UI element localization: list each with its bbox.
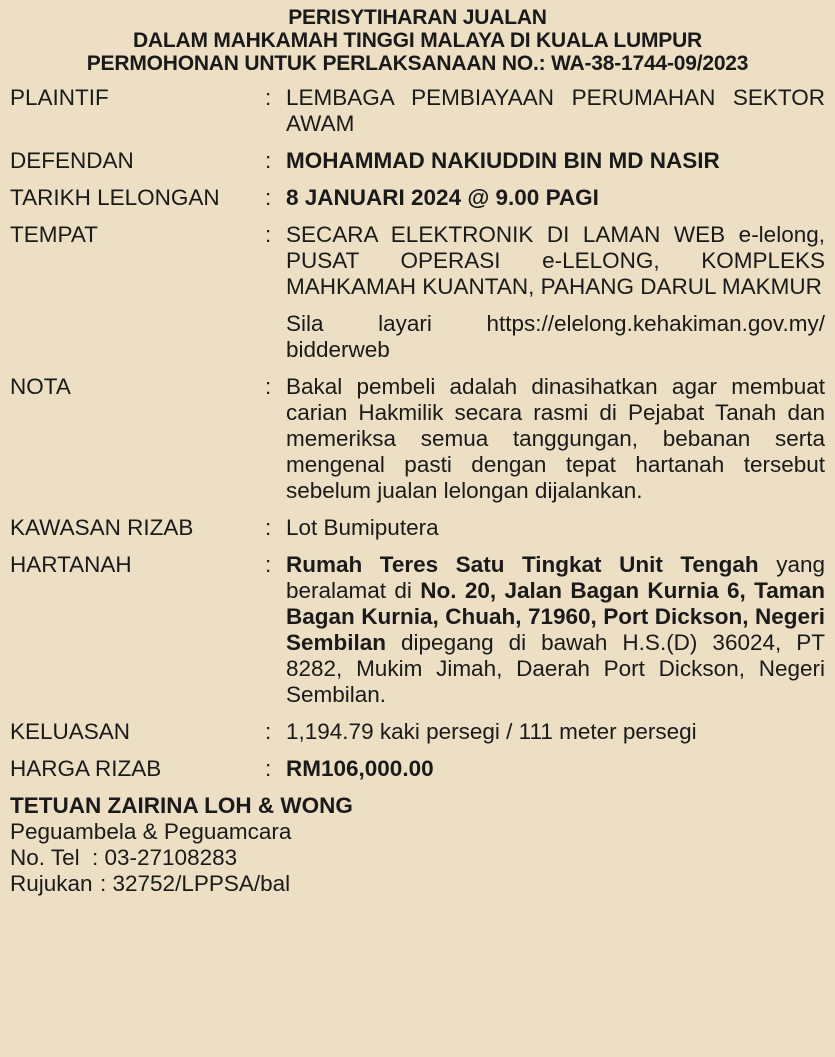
kawasan-value: Lot Bumiputera [286, 515, 439, 540]
firm-name: TETUAN ZAIRINA LOH & WONG [10, 793, 353, 818]
row-harga-rizab [10, 756, 825, 782]
reference-value: : 32752/LPPSA/bal [100, 871, 291, 896]
firm-role: Peguambela & Peguamcara [10, 819, 292, 844]
keluasan-value: 1,194.79 kaki persegi / 111 meter persegi [286, 719, 697, 744]
tarikh-value: 8 JANUARI 2024 @ 9.00 PAGI [286, 185, 599, 210]
colon: : [265, 719, 272, 744]
hartanah-address-intro: yang beralamat di [286, 552, 826, 603]
header-title: PERISYTIHARAN JUALAN [288, 6, 547, 29]
header-court: DALAM MAHKAMAH TINGGI MALAYA DI KUALA LUMPUR [132, 29, 703, 52]
phone-label: No. Tel [10, 845, 80, 870]
row-keluasan [10, 719, 825, 745]
details [10, 85, 825, 782]
phone-value: : 03-27108283 [92, 845, 238, 870]
keluasan-label: KELUASAN [10, 719, 131, 744]
row-hartanah [10, 552, 825, 708]
hartanah-label: HARTANAH [10, 552, 132, 577]
row-kawasan-rizab [10, 515, 825, 541]
harga-label: HARGA RIZAB [10, 756, 162, 781]
header [10, 6, 825, 75]
row-tarikh-lelongan [10, 185, 825, 211]
plaintif-label: PLAINTIF [10, 85, 109, 110]
colon: : [265, 222, 272, 247]
tarikh-label: TARIKH LELONGAN [10, 185, 220, 210]
tempat-url-note: Sila layari https://elelong.kehakiman.gov.my/ bidderweb [286, 311, 825, 362]
law-firm-block [10, 793, 825, 897]
hartanah-address: No. 20, Jalan Bagan Kurnia 6, Taman Bagan Kurnia, Chuah, 71960, Port Dickson, Negeri Sembilan [286, 578, 825, 655]
hartanah-title-details: dipegang di bawah H.S.(D) 36024, PT 8282, Mukim Jimah, Daerah Port Dickson, Negeri Sembilan. [286, 630, 825, 707]
nota-label: NOTA [10, 374, 71, 399]
row-defendan [10, 148, 825, 174]
defendan-value: MOHAMMAD NAKIUDDIN BIN MD NASIR [286, 148, 720, 173]
row-nota [10, 374, 825, 504]
tempat-location: SECARA ELEKTRONIK DI LAMAN WEB e-lelong, PUSAT OPERASI e-LELONG, KOMPLEKS MAHKAMAH KUANTAN, PAHANG DARUL MAKMUR [286, 222, 825, 299]
colon: : [265, 515, 272, 540]
sale-proclamation [10, 6, 825, 897]
colon: : [265, 85, 272, 110]
firm-reference [10, 871, 825, 897]
reference-label: Rujukan [10, 871, 93, 896]
header-case-number: PERMOHONAN UNTUK PERLAKSANAAN NO.: WA-38-1744-09/2023 [86, 52, 749, 75]
colon: : [265, 374, 272, 399]
colon: : [265, 552, 272, 577]
tempat-label: TEMPAT [10, 222, 98, 247]
hartanah-property-type: Rumah Teres Satu Tingkat Unit Tengah [286, 552, 759, 577]
defendan-label: DEFENDAN [10, 148, 134, 173]
firm-phone [10, 845, 825, 871]
kawasan-label: KAWASAN RIZAB [10, 515, 194, 540]
plaintif-value: LEMBAGA PEMBIAYAAN PERUMAHAN SEKTOR AWAM [286, 85, 825, 136]
nota-value: Bakal pembeli adalah dinasihatkan agar membuat carian Hakmilik secara rasmi di Pejabat Tanah dan memeriksa semua tanggungan, bebanan serta mengenal pasti dengan tepat hartanah tersebut sebelum jualan lelongan dijalankan. [286, 374, 825, 503]
row-tempat [10, 222, 825, 363]
colon: : [265, 756, 272, 781]
hartanah-value [286, 552, 825, 708]
colon: : [265, 185, 272, 210]
harga-value: RM106,000.00 [286, 756, 434, 781]
tempat-value [286, 222, 825, 363]
row-plaintif [10, 85, 825, 137]
colon: : [265, 148, 272, 173]
